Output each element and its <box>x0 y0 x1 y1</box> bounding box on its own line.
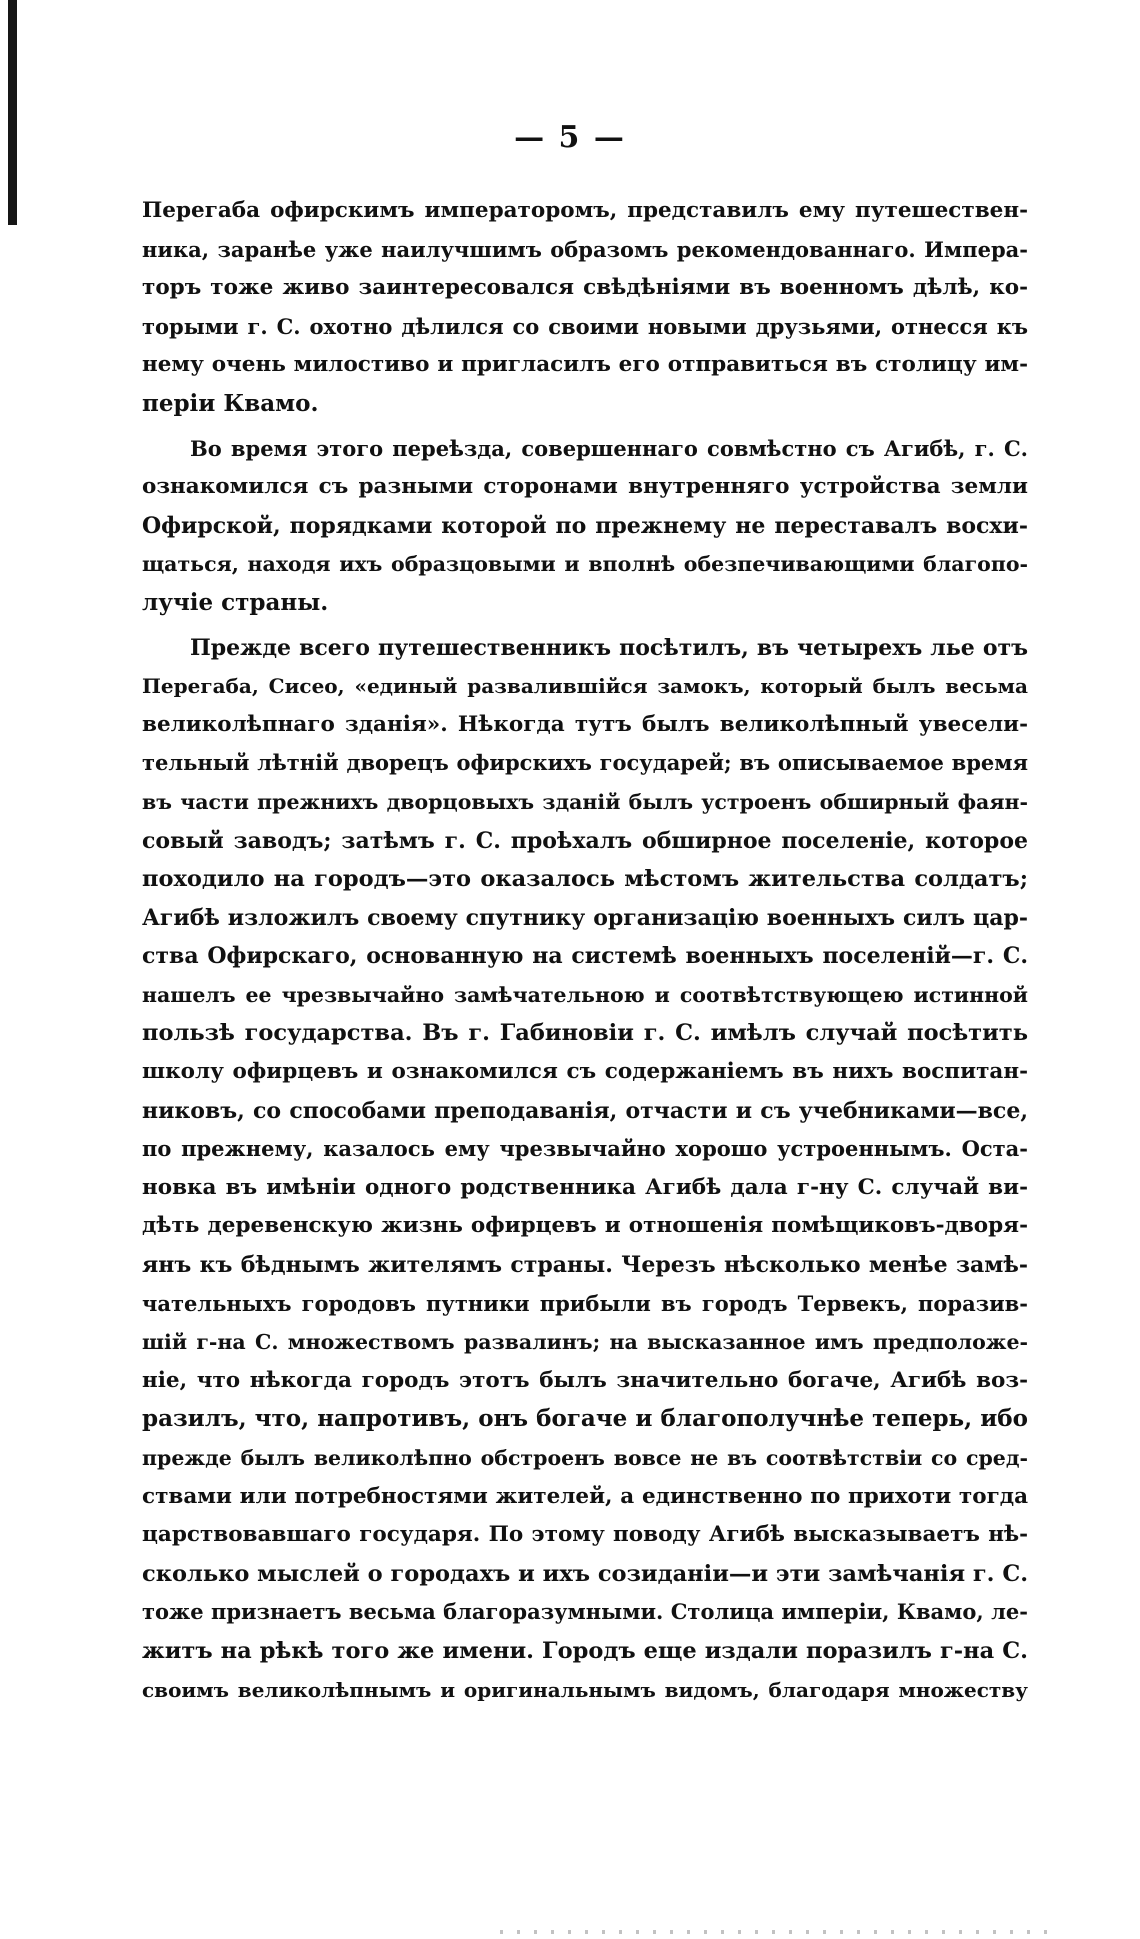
text-line: ствами или потребностями жителей, а единственно по прихоти тогда <box>142 1483 1028 1509</box>
text-line: пользѣ государства. Въ г. Габиновіи г. С. имѣлъ случай посѣтить <box>142 1020 1028 1047</box>
text-line: Перегаба, Сисео, «единый развалившійся замокъ, который былъ весьма <box>142 674 1028 699</box>
text-line: Во время этого переѣзда, совершеннаго совмѣстно съ Агибѣ, г. С. <box>190 435 1028 461</box>
paragraph-3 <box>142 629 1028 1710</box>
text-line: Офирской, порядками которой по прежнему не переставалъ восхи- <box>142 512 1028 539</box>
text-line: торъ тоже живо заинтересовался свѣдѣніями въ военномъ дѣлѣ, ко- <box>142 275 1028 301</box>
text-line: своимъ великолѣпнымъ и оригинальнымъ видомъ, благодаря множеству <box>142 1677 1028 1702</box>
text-line: ніе, что нѣкогда городъ этотъ былъ значительно богаче, Агибѣ воз- <box>142 1367 1028 1393</box>
text-line: Перегаба офирскимъ императоромъ, представилъ ему путешествен- <box>142 198 1028 223</box>
text-line: великолѣпнаго зданія». Нѣкогда тутъ былъ великолѣпный увесели- <box>142 711 1028 737</box>
text-line: ника, заранѣе уже наилучшимъ образомъ рекомендованнаго. Импера- <box>142 236 1028 262</box>
text-line: сколько мыслей о городахъ и ихъ созиданіи—и эти замѣчанія г. С. <box>142 1560 1029 1587</box>
text-line: лучіе страны. <box>142 588 329 616</box>
paragraph-2 <box>142 430 1028 623</box>
text-line: новка въ имѣніи одного родственника Агибѣ дала г-ну С. случай ви- <box>142 1174 1028 1200</box>
text-line: совый заводъ; затѣмъ г. С. проѣхалъ обширное поселеніе, которое <box>142 827 1028 854</box>
text-line: нему очень милостиво и пригласилъ его отправиться въ столицу им- <box>142 352 1028 378</box>
body-text <box>142 192 1028 1709</box>
text-line: по прежнему, казалось ему чрезвычайно хорошо устроеннымъ. Оста- <box>142 1136 1028 1162</box>
text-line: ознакомился съ разными сторонами внутренняго устройства земли <box>142 474 1028 500</box>
page-number: — 5 — <box>514 120 626 155</box>
text-line: нашелъ ее чрезвычайно замѣчательною и соотвѣтствующею истинной <box>142 982 1028 1007</box>
text-line: разилъ, что, напротивъ, онъ богаче и благополучнѣе теперь, ибо <box>142 1405 1028 1433</box>
text-line: янъ къ бѣднымъ жителямъ страны. Черезъ нѣсколько менѣе замѣ- <box>142 1252 1028 1279</box>
text-line: житъ на рѣкѣ того же имени. Городъ еще издали поразилъ г-на С. <box>142 1637 1028 1664</box>
page-edge-shadow <box>8 0 17 225</box>
text-line: прежде былъ великолѣпно обстроенъ вовсе не въ соотвѣтствіи со сред- <box>142 1446 1028 1470</box>
text-line: дѣть деревенскую жизнь офирцевъ и отношенія помѣщиковъ-дворя- <box>142 1213 1028 1239</box>
text-line: торыми г. С. охотно дѣлился со своими новыми друзьями, отнесся къ <box>142 313 1028 339</box>
text-line: чательныхъ городовъ путники прибыли въ городъ Тервекъ, поразив- <box>142 1290 1028 1316</box>
text-line: царствовавшаго государя. По этому поводу Агибѣ высказываетъ нѣ- <box>142 1522 1028 1548</box>
text-line: шій г-на С. множествомъ развалинъ; на высказанное имъ предположе- <box>142 1330 1028 1355</box>
text-line: никовъ, со способами преподаванія, отчасти и съ учебниками—все, <box>142 1097 1028 1124</box>
text-line: періи Квамо. <box>142 389 319 417</box>
text-line: въ части прежнихъ дворцовыхъ зданій былъ устроенъ обширный фаян- <box>142 789 1028 814</box>
text-line: походило на городъ—это оказалось мѣстомъ жительства солдатъ; <box>142 866 1028 893</box>
text-line: щаться, находя ихъ образцовыми и вполнѣ обезпечивающими благопо- <box>142 552 1028 577</box>
text-line: тоже признаетъ весьма благоразумными. Столица имперіи, Квамо, ле- <box>142 1599 1028 1625</box>
text-line: школу офирцевъ и ознакомился съ содержаніемъ въ нихъ воспитан- <box>142 1059 1028 1085</box>
text-line: Агибѣ изложилъ своему спутнику организацію военныхъ силъ цар- <box>142 904 1028 931</box>
paragraph-1 <box>142 192 1028 424</box>
text-line: Прежде всего путешественникъ посѣтилъ, въ четырехъ лье отъ <box>190 634 1028 661</box>
scan-specks <box>500 1930 1060 1934</box>
text-line: тельный лѣтній дворецъ офирскихъ государей; въ описываемое время <box>142 750 1028 776</box>
text-line: ства Офирскаго, основанную на системѣ военныхъ поселеній—г. С. <box>142 943 1028 970</box>
